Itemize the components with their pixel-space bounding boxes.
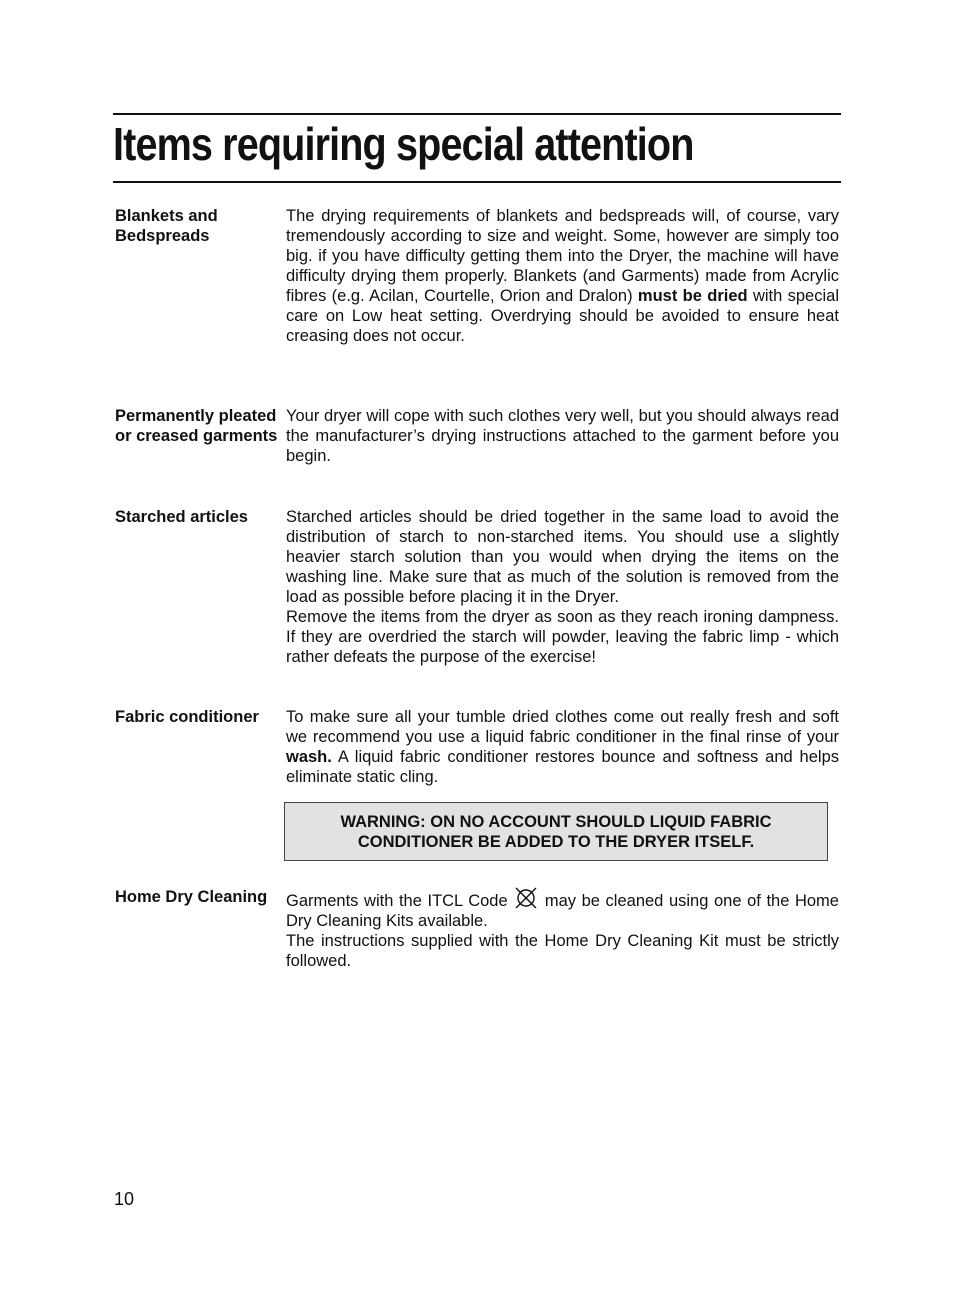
conditioner-text-2: A liquid fabric conditioner restores bounce and softness and helps eliminate static cling. [286,748,839,787]
section-body-starched [286,507,839,667]
section-label-dry-cleaning: Home Dry Cleaning [115,888,268,906]
page-title: Items requiring special attention [113,118,694,170]
dry-cleaning-text-2: may be cleaned using one of the Home Dry Cleaning Kits available. [286,892,839,931]
section-label-starched: Starched articles [115,508,248,526]
blankets-text-1: The drying requirements of blankets and bedspreads will, of course, vary tremendously according to size and weight. Some, however are simply too big. if you have difficulty getting them into the Dryer, the machine will have difficulty drying them properly. Blankets (and Garments) made from Acrylic fibres (e.g. Acilan, Courtelle, Orion and Dralon) [286,207,839,306]
section-label-conditioner: Fabric conditioner [115,708,259,726]
blankets-text-2: with special care on Low heat setting. Overdrying should be avoided to ensure heat creasing does not occur. [286,287,839,346]
warning-text: WARNING: ON NO ACCOUNT SHOULD LIQUID FABRIC CONDITIONER BE ADDED TO THE DRYER ITSELF. [340,812,772,851]
starched-para-2: Remove the items from the dryer as soon as they reach ironing dampness. If they are overdried the starch will powder, leaving the fabric limp - which rather defeats the purpose of the exercise! [286,608,839,667]
section-body-dry-cleaning [286,887,839,971]
title-bottom-rule [113,181,841,183]
conditioner-text-1: To make sure all your tumble dried clothes come out really fresh and soft we recommend you use a liquid fabric conditioner in the final rinse of your [286,708,839,747]
no-dry-clean-icon [515,887,537,909]
starched-para-1: Starched articles should be dried together in the same load to avoid the distribution of starch to non-starched items. You should use a slightly heavier starch solution than you would when drying the items on the washing line. Make sure that as much of the solution is removed from the load as possible before placing it in the Dryer. [286,508,839,607]
section-label-blankets: Blankets and Bedspreads [115,207,218,246]
pleated-text: Your dryer will cope with such clothes very well, but you should always read the manufacturer’s drying instructions attached to the garment before you begin. [286,407,839,466]
section-body-conditioner [286,707,839,787]
section-body-blankets [286,206,839,346]
dry-cleaning-text-1: Garments with the ITCL Code [286,892,508,910]
dry-cleaning-para-2: The instructions supplied with the Home Dry Cleaning Kit must be strictly followed. [286,932,839,971]
section-body-pleated [286,406,839,466]
blankets-emphasis: must be dried [637,287,748,306]
section-label-pleated: Permanently pleated or creased garments [115,407,278,446]
warning-box [284,802,828,861]
conditioner-emphasis: wash. [286,748,332,767]
page-number: 10 [114,1189,135,1209]
